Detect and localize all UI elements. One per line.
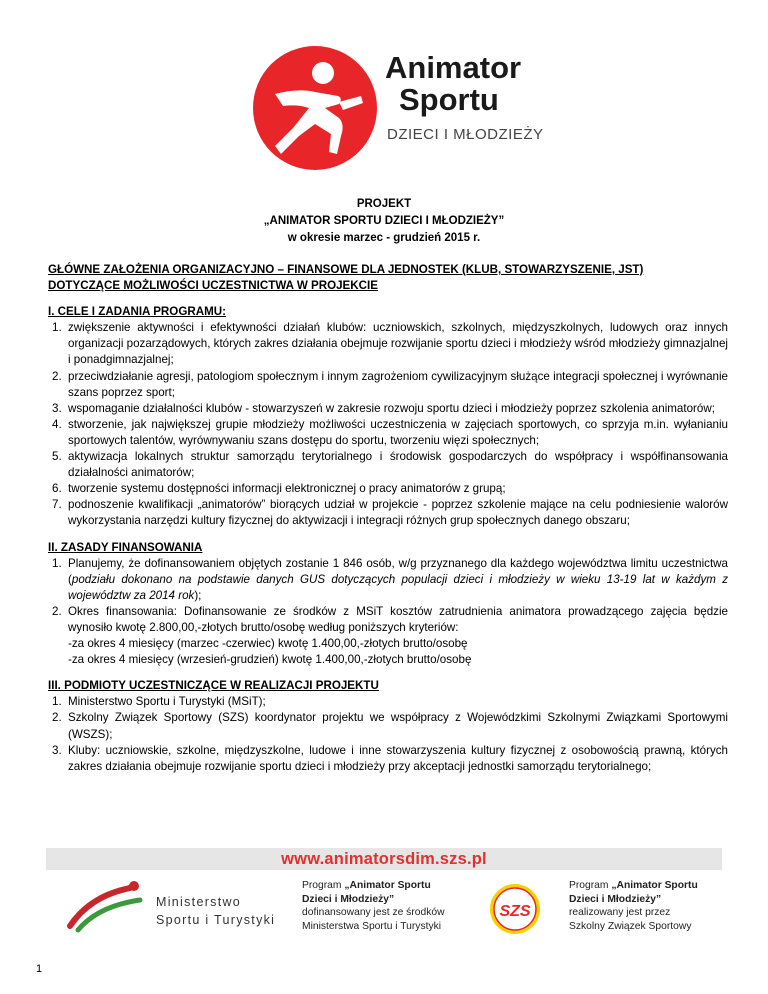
list-item: 5. aktywizacja lokalnych struktur samorządu terytorialnego i środowisk gospodarczych do współpracy i współfinansowania działalności animatorów;: [52, 450, 728, 480]
sub-item: -za okres 4 miesięcy (wrzesień-grudzień) kwotę 1.400,00,-złotych brutto/osobę: [68, 653, 472, 667]
list-item: 3. wspomaganie działalności klubów - stowarzyszeń w zakresie rozwoju sportu dzieci i młodzieży poprzez szkolenia animatorów;: [52, 401, 715, 415]
title-line1: PROJEKT: [356, 198, 412, 210]
list-item: 1. Planujemy, że dofinansowaniem objętych zostanie 1 846 osób, w/g przyznanego dla każdego województwa limitu uczestnictwa (podziału dokonano na podstawie danych GUS dotyczących populacji dzieci i młodzieży w wieku 13-19 lat w każdym z województw za 2014 rok);: [52, 556, 728, 602]
title-line3: w okresie marzec - grudzień 2015 r.: [287, 232, 481, 244]
title-line2: „ANIMATOR SPORTU DZIECI I MŁODZIEŻY”: [263, 215, 505, 227]
brand-line3: DZIECI I MŁODZIEŻY: [387, 126, 544, 143]
list-item: 3. Kluby: uczniowskie, szkolne, międzyszkolne, ludowe i inne stowarzyszenia kultury fizycznej z osobowością prawną, których zakres działania obejmuje rozwijanie sportu dzieci i młodzieży przy akceptacji jednostki samorządu terytorialnego;: [52, 743, 728, 773]
program-funding-note: Program „Animator Sportu Dzieci i Młodzieży” dofinansowany jest ze środków Ministerstwa Sportu i Turystyki: [302, 880, 445, 932]
szs-logo-icon: [489, 883, 541, 935]
list-item: 1. zwiększenie aktywności i efektywności działań klubów: uczniowskich, szkolnych, międzyszkolnych, ludowych oraz innych organizacji pozarządowych, których zakres działania obejmuje rozwijanie sportu dzieci i młodzieży wśród młodzieży gimnazjalnej i ponadgimnazjalnej;: [52, 321, 728, 367]
section3-title: III. PODMIOTY UCZESTNICZĄCE W REALIZACJI PROJEKTU: [48, 679, 379, 693]
website-link[interactable]: www.animatorsdim.szs.pl: [281, 850, 487, 868]
list-item: 6. tworzenie systemu dostępności informacji elektronicznej o pracy animatorów z grupą;: [52, 482, 506, 496]
section1-title: I. CELE I ZADANIA PROGRAMU:: [48, 305, 226, 319]
footer-url-bar: [46, 848, 722, 870]
section2-title: II. ZASADY FINANSOWANIA: [48, 540, 203, 554]
brand-block: [385, 52, 544, 143]
list-item: 7. podnoszenie kwalifikacji „animatorów” biorących udział w projekcie - poprzez szkolenie mające na celu podniesienie walorów wykorzystania narzędzi kultury fizycznej do aktywizacji i integracji różnych grup społecznych danego obszaru;: [52, 498, 728, 528]
sub-item: -za okres 4 miesięcy (marzec -czerwiec) kwotę 1.400,00,-złotych brutto/osobę: [68, 637, 468, 651]
list-item: 2. Okres finansowania: Dofinansowanie ze środków z MSiT kosztów zatrudnienia animatora prowadzącego zajęcia będzie wynosiło kwotę 2.800,00,-złotych brutto/osobę według poniższych kryteriów: -za okres 4 miesięcy (marzec -czerwiec) kwotę 1.400,00,-złotych brutto/osobę -za okres 4 miesięcy (wrzesień-grudzień) kwotę 1.400,00,-złotych brutto/osobę: [48, 604, 728, 668]
program-organizer-note: Program „Animator Sportu Dzieci i Młodzieży” realizowany jest przez Szkolny Związek Sportowy: [569, 880, 698, 932]
brand-line1: Animator: [385, 50, 522, 85]
page-number: 1: [36, 963, 43, 975]
list-item: 1. Ministerstwo Sportu i Turystyki (MSiT);: [52, 695, 266, 709]
main-heading-line2: DOTYCZĄCE MOŻLIWOŚCI UCZESTNICTWA W PROJEKCIE: [48, 279, 378, 293]
section3-list: [48, 694, 728, 774]
list-item: 2. Szkolny Związek Sportowy (SZS) koordynator projektu we współpracy z Wojewódzkimi Szkolnymi Związkami Sportowymi (WSZS);: [52, 711, 728, 741]
runner-logo-icon: [253, 46, 377, 170]
ministry-name: Ministerstwo Sportu i Turystyki: [156, 895, 276, 927]
document-body: [48, 262, 728, 775]
section2-list: [48, 556, 728, 669]
document-title: [0, 196, 768, 247]
list-item: 4. stworzenie, jak największej grupie młodzieży możliwości uczestniczenia w zajęciach sportowych, co sprzyja m.in. wyłanianiu sportowych talentów, wyrównywaniu szans dostępu do sportu, tworzeniu więzi społecznych;: [52, 417, 728, 447]
main-heading-line1: GŁÓWNE ZAŁOŻENIA ORGANIZACYJNO – FINANSOWE DLA JEDNOSTEK (KLUB, STOWARZYSZENIE, JST): [48, 263, 644, 276]
brand-line2: Sportu: [399, 82, 499, 117]
list-item: 2. przeciwdziałanie agresji, patologiom społecznym i innym zagrożeniom cywilizacyjnym służące integracji społecznej i wyrównanie szans poprzez sport;: [52, 369, 728, 399]
svg-text:SZS: SZS: [499, 903, 531, 920]
ministry-logo-icon: [60, 876, 150, 938]
section1-list: [48, 320, 728, 529]
